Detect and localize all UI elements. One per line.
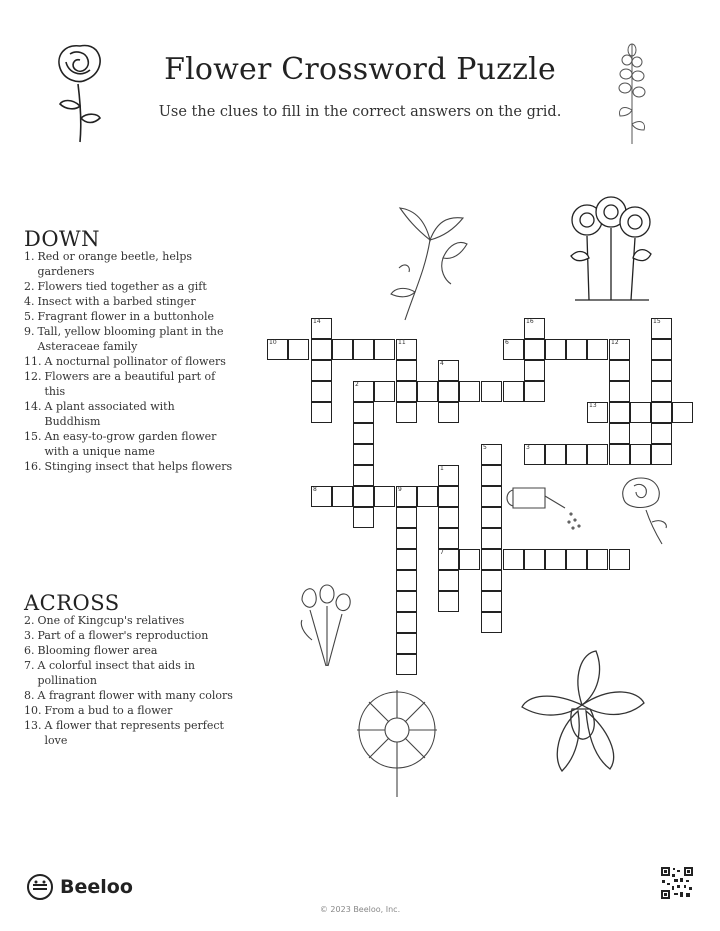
down-clue: 11. A nocturnal pollinator of flowers [24, 355, 226, 368]
grid-cell[interactable] [481, 549, 502, 570]
grid-cell[interactable] [503, 381, 524, 402]
grid-cell[interactable]: 14 [311, 318, 332, 339]
bee-logo-icon [26, 873, 54, 901]
grid-cell[interactable] [353, 339, 374, 360]
grid-cell[interactable] [459, 549, 480, 570]
grid-cell[interactable]: 5 [481, 444, 502, 465]
grid-cell[interactable] [481, 612, 502, 633]
grid-cell[interactable]: 9 [396, 486, 417, 507]
grid-cell[interactable] [481, 570, 502, 591]
rose-illustration [50, 40, 110, 145]
down-heading: DOWN [24, 227, 101, 251]
down-clue: 16. Stinging insect that helps flowers [24, 460, 233, 473]
grid-cell[interactable] [503, 549, 524, 570]
grid-cell[interactable] [630, 444, 651, 465]
grid-cell[interactable] [396, 549, 417, 570]
grid-cell[interactable] [353, 423, 374, 444]
down-clue: 12. Flowers are a beautiful part of this [24, 370, 216, 398]
grid-cell[interactable] [332, 339, 353, 360]
grid-cell[interactable] [311, 402, 332, 423]
down-clue: 1. Red or orange beetle, helps gardeners [24, 250, 193, 278]
grid-cell[interactable] [524, 339, 545, 360]
grid-cell[interactable] [396, 570, 417, 591]
sunflowers-illustration [565, 196, 657, 308]
grid-cell[interactable] [545, 549, 566, 570]
down-clue: 2. Flowers tied together as a gift [24, 280, 207, 293]
grid-cell[interactable] [566, 549, 587, 570]
grid-cell[interactable] [396, 591, 417, 612]
grid-cell[interactable] [587, 549, 608, 570]
lily-illustration [385, 200, 470, 325]
grid-cell[interactable]: 11 [396, 339, 417, 360]
grid-cell[interactable] [311, 360, 332, 381]
grid-cell[interactable] [481, 486, 502, 507]
grid-cell[interactable] [332, 486, 353, 507]
grid-cell[interactable]: 13 [587, 402, 608, 423]
brand-name: Beeloo [60, 876, 133, 898]
grid-cell[interactable]: 3 [524, 444, 545, 465]
grid-cell[interactable]: 15 [651, 318, 672, 339]
down-clue: 15. An easy-to-grow garden flower with a unique name [24, 430, 217, 458]
snapdragon-illustration [612, 40, 652, 148]
grid-cell[interactable] [438, 528, 459, 549]
grid-cell[interactable] [609, 549, 630, 570]
grid-cell[interactable] [396, 612, 417, 633]
qr-code-icon [660, 866, 694, 900]
grid-cell[interactable] [417, 486, 438, 507]
grid-cell[interactable] [481, 528, 502, 549]
grid-cell[interactable] [311, 381, 332, 402]
grid-cell[interactable] [545, 339, 566, 360]
grid-cell[interactable] [609, 444, 630, 465]
grid-cell[interactable] [651, 423, 672, 444]
grid-cell[interactable] [481, 507, 502, 528]
grid-cell[interactable] [438, 486, 459, 507]
across-clue: 6. Blooming flower area [24, 644, 158, 657]
grid-cell[interactable]: 4 [438, 360, 459, 381]
grid-cell[interactable] [288, 339, 309, 360]
grid-cell[interactable]: 16 [524, 318, 545, 339]
grid-cell[interactable] [545, 444, 566, 465]
across-clue: 8. A fragrant flower with many colors [24, 689, 233, 702]
grid-cell[interactable] [353, 465, 374, 486]
grid-cell[interactable] [374, 486, 395, 507]
grid-cell[interactable] [417, 381, 438, 402]
across-clue: 3. Part of a flower's reproduction [24, 629, 209, 642]
grid-cell[interactable] [353, 444, 374, 465]
across-heading: ACROSS [24, 591, 120, 615]
tulips-illustration [292, 580, 362, 672]
grid-cell[interactable]: 2 [353, 381, 374, 402]
grid-cell[interactable] [672, 402, 693, 423]
grid-cell[interactable]: 7 [438, 549, 459, 570]
grid-cell[interactable] [353, 486, 374, 507]
down-clue: 4. Insect with a barbed stinger [24, 295, 196, 308]
grid-cell[interactable] [587, 339, 608, 360]
grid-cell[interactable] [524, 381, 545, 402]
grid-cell[interactable] [566, 339, 587, 360]
grid-cell[interactable] [481, 591, 502, 612]
grid-cell[interactable] [651, 402, 672, 423]
grid-cell[interactable] [481, 465, 502, 486]
down-clue: 14. A plant associated with Buddhism [24, 400, 175, 428]
grid-cell[interactable] [438, 507, 459, 528]
grid-cell[interactable] [438, 570, 459, 591]
grid-cell[interactable] [311, 339, 332, 360]
grid-cell[interactable] [374, 339, 395, 360]
across-clue: 2. One of Kingcup's relatives [24, 614, 185, 627]
grid-cell[interactable] [587, 444, 608, 465]
grid-cell[interactable] [651, 381, 672, 402]
grid-cell[interactable] [609, 402, 630, 423]
across-clue: 13. A flower that represents perfect love [24, 719, 224, 747]
page-title: Flower Crossword Puzzle [164, 52, 556, 87]
grid-cell[interactable] [609, 423, 630, 444]
across-clue: 10. From a bud to a flower [24, 704, 173, 717]
across-clues [24, 591, 234, 748]
grid-cell[interactable] [524, 549, 545, 570]
beeloo-logo [26, 873, 133, 901]
across-clue: 7. A colorful insect that aids in pollination [24, 659, 195, 687]
grid-cell[interactable] [630, 402, 651, 423]
grid-cell[interactable] [609, 360, 630, 381]
grid-cell[interactable]: 10 [267, 339, 288, 360]
grid-cell[interactable] [481, 381, 502, 402]
grid-cell[interactable] [396, 360, 417, 381]
grid-cell[interactable] [459, 381, 480, 402]
grid-cell[interactable] [396, 402, 417, 423]
grid-cell[interactable] [438, 402, 459, 423]
orchid-illustration [512, 645, 652, 785]
grid-cell[interactable] [438, 381, 459, 402]
grid-cell[interactable] [524, 360, 545, 381]
grid-cell[interactable] [438, 591, 459, 612]
grid-cell[interactable] [566, 444, 587, 465]
grid-cell[interactable] [396, 654, 417, 675]
grid-cell[interactable] [374, 381, 395, 402]
grid-cell[interactable] [353, 402, 374, 423]
watering-can-icon [505, 478, 587, 532]
page-subtitle: Use the clues to fill in the correct answers on the grid. [158, 104, 562, 120]
grid-cell[interactable] [396, 507, 417, 528]
grid-cell[interactable] [396, 633, 417, 654]
grid-cell[interactable] [396, 381, 417, 402]
grid-cell[interactable]: 1 [438, 465, 459, 486]
grid-cell[interactable]: 6 [503, 339, 524, 360]
down-clue: 5. Fragrant flower in a buttonhole [24, 310, 215, 323]
grid-cell[interactable] [609, 381, 630, 402]
grid-cell[interactable]: 8 [311, 486, 332, 507]
grid-cell[interactable]: 12 [609, 339, 630, 360]
grid-cell[interactable] [353, 507, 374, 528]
down-clue: 9. Tall, yellow blooming plant in the Asteraceae family [24, 325, 224, 353]
grid-cell[interactable] [651, 360, 672, 381]
daisy-illustration [352, 685, 442, 800]
copyright: © 2023 Beeloo, Inc. [319, 905, 401, 914]
grid-cell[interactable] [651, 444, 672, 465]
down-clues [24, 227, 234, 474]
rose-bloom-illustration [612, 470, 670, 548]
grid-cell[interactable] [651, 339, 672, 360]
grid-cell[interactable] [396, 528, 417, 549]
